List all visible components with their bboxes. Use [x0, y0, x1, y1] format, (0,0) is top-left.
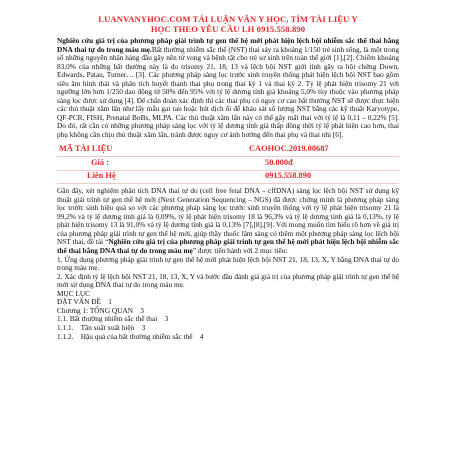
price-value: 50.000đ — [241, 157, 399, 171]
body-part-2: ” được tiến hành với 2 mục tiêu: — [192, 246, 288, 256]
study-title-bold: Nghiên cứu giá trị của phương pháp giải trình tự gen thế hệ mới phát hiện lệch bội nhiễm sắc thể thai bằng DNA thai tự do trong máu mẹ — [57, 237, 399, 256]
info-table — [57, 144, 399, 185]
table-of-contents — [57, 290, 399, 341]
document-page — [57, 14, 399, 341]
toc-item[interactable]: Chương 1: TỔNG QUAN 3 — [57, 305, 144, 315]
doc-code-value: CAOHOC.2019.00687 — [241, 144, 399, 157]
intro-text: Bất thường nhiễm sắc thể (NST) thai sảy ra khoảng 1/150 trẻ sinh sống, là một trong số những nguyên nhân hàng đầu gây nên tử vong và bệnh tật cho trẻ sơ sinh trên toàn thế giới [1],[2]. Chiếm khoảng 83,0% của những bất thường này là do trisomy 21, 18, 13 và lệch bội NST giới tính gây ra hội chứng Down, Edwards, Patau, Turner… [3]. Các phương pháp sàng lọc trước sinh truyền thống phát hiện lệch bội NST bao gồm siêu âm hình thái và phân tích huyết thanh thai phụ trong thai kỳ 1 và thai kỳ 2. Tỷ lệ phát hiện trisomy 21 với ngưỡng lớn hơn 1/250 dao động từ 50% đến 95% với tỷ lệ dương tính giả khoảng 5,0% tùy thuộc vào phương pháp sàng lọc được sử dụng [4]. Để chẩn đoán xác định thì các thai phụ có nguy cơ cao bất thường NST sẽ được thực hiện các thủ thuật xâm lấn như lấy mẫu gai rau hoặc hút dịch ối để khảo sát số lượng NST bằng các kỹ thuật Karyotype, QF-PCR, FISH, Prenatal BoBs, MLPA. Các thủ thuật xâm lấn này có thể gây mất thai với tỷ lệ là 0,11 – 0,22% [5]. Do đó, rất cần có những phương pháp sàng lọc với tỷ lệ dương tính giả thấp đồng thời tỷ lệ phát hiện cao hơn, thai phụ không cần chịu thủ thuật xâm lấn, tránh được nguy cơ ảnh hưởng đến thai phụ và thai nhi [6]. — [57, 44, 400, 140]
doc-code-label: MÃ TÀI LIỆU — [57, 144, 241, 157]
toc-heading: MỤC LỤC — [57, 288, 91, 298]
contact-label: Liên Hệ — [57, 170, 241, 184]
header-line-2[interactable]: HỌC THEO YÊU CẦU LH 0915.558.890 — [150, 24, 306, 34]
toc-item[interactable]: 1.1.1. Tần suất xuất hiện 3 — [57, 322, 146, 332]
body-paragraph — [57, 187, 399, 255]
contact-value[interactable]: 0915.558.890 — [241, 170, 399, 184]
toc-item[interactable]: 1.1.2. Hậu quả của bất thường nhiễm sắc thể 4 — [57, 331, 204, 341]
body-part-1: Gần đây, xét nghiệm phân tích DNA thai tự do (cell free fetal DNA – cffDNA) sàng lọc lệch bội NST sử dụng kỹ thuật giải trình tự gen thế hệ mới (Next Generation Sequencing – NGS) đã được chứng minh là phương pháp sàng lọc trước sinh hiệu quả so với các phương pháp sàng lọc trước sinh truyền thống với tỷ lệ phát hiện trisomy 21 là 99,2% và tỷ lệ dương tính giả là 0,09%, tỷ lệ phát hiện trisomy 18 là 96,3% và tỷ lệ dương tính giả là 0,13%, tỷ lệ phát hiện trisomy 13 là 91,0% và tỷ lệ dương tính giả là 0,13% [7],[8],[9]. Với mong muốn tìm hiểu rõ hơn về giá trị của phương pháp giải trình tự gen thế hệ mới, giúp thầy thuốc lâm sàng có thêm một phương pháp sàng lọc lệch bội NST thai, đề tài “ — [57, 186, 399, 247]
intro-paragraph — [57, 37, 399, 140]
info-row — [57, 144, 399, 157]
toc-item[interactable]: ĐẶT VẤN ĐỀ 1 — [57, 297, 112, 307]
goal-2: 2. Xác định tỷ lệ lệch bội NST 21, 18, 13, X, Y và bước đầu đánh giá giá trị của phương pháp giải trình tự gen thế hệ mới sử dụng DNA thai tự do trong máu mẹ. — [57, 271, 399, 290]
goal-1: 1. Ứng dụng phương pháp giải trình tự gen thế hệ mới phát hiện lệch bội NST 21, 18, 13, X, Y bằng DNA thai tự do trong máu mẹ. — [57, 254, 399, 273]
price-label: Giá : — [57, 157, 241, 171]
intro-bold-title: Nghiên cứu giá trị của phương pháp giải trình tự gen thế hệ mới phát hiện lệch bội nhiễm sắc thể thai bằng DNA thai tự do trong máu mẹ. — [57, 36, 399, 54]
header-line-1[interactable]: LUANVANYHOC.COM TẢI LUẬN VĂN Y HỌC, TÌM TÀI LIỆU Y — [98, 14, 358, 24]
info-row — [57, 157, 399, 171]
info-row — [57, 170, 399, 184]
toc-item[interactable]: 1.1. Bất thường nhiễm sắc thể thai 3 — [57, 314, 169, 324]
